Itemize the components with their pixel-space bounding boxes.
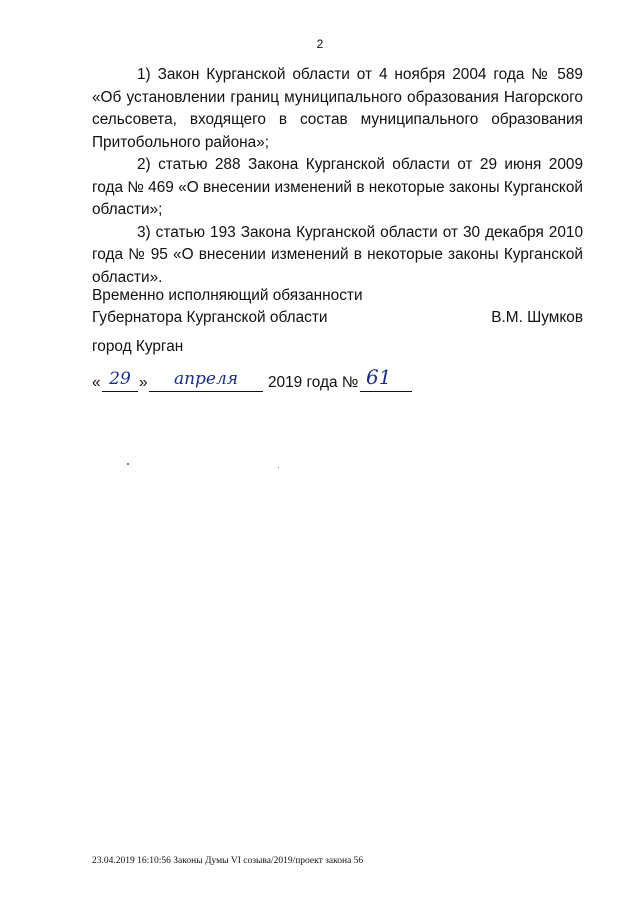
signatory-position-line2: Губернатора Курганской области bbox=[92, 309, 328, 326]
close-quote: » bbox=[139, 374, 148, 391]
signatory-position-line1: Временно исполняющий обязанности bbox=[92, 287, 363, 304]
open-quote: « bbox=[92, 374, 101, 391]
city-label: город Курган bbox=[92, 338, 184, 355]
scan-speck bbox=[278, 467, 279, 468]
handwritten-number: 61 bbox=[366, 365, 392, 389]
signature-block bbox=[92, 285, 583, 329]
footer-file-path: 23.04.2019 16:10:56 Законы Думы VI созыва/2019/проект закона 56 bbox=[92, 856, 364, 866]
page-number: 2 bbox=[316, 37, 324, 51]
law-item-3: 3) статью 193 Закона Курганской области от 30 декабря 2010 года № 95 «О внесении изменений в некоторые законы Курганской области». bbox=[92, 223, 583, 286]
date-line bbox=[92, 367, 422, 393]
signatory-name: В.М. Шумков bbox=[491, 309, 583, 326]
year-and-number-label: 2019 года № bbox=[268, 374, 359, 391]
month-field bbox=[149, 367, 263, 392]
handwritten-day: 29 bbox=[109, 369, 131, 389]
scan-speck bbox=[127, 463, 129, 465]
law-item-1: 1) Закон Курганской области от 4 ноября 2004 года № 589 «Об установлении границ муниципального образования Нагорского сельсовета, входящего в состав муниципального образования Притобольного района»; bbox=[92, 66, 583, 151]
handwritten-month: апреля bbox=[173, 369, 239, 389]
law-item-2: 2) статью 288 Закона Курганской области от 29 июня 2009 года № 469 «О внесении изменений в некоторые законы Курганской области»; bbox=[92, 156, 583, 218]
number-field bbox=[360, 367, 412, 392]
law-list bbox=[92, 64, 583, 289]
day-field bbox=[102, 367, 138, 392]
